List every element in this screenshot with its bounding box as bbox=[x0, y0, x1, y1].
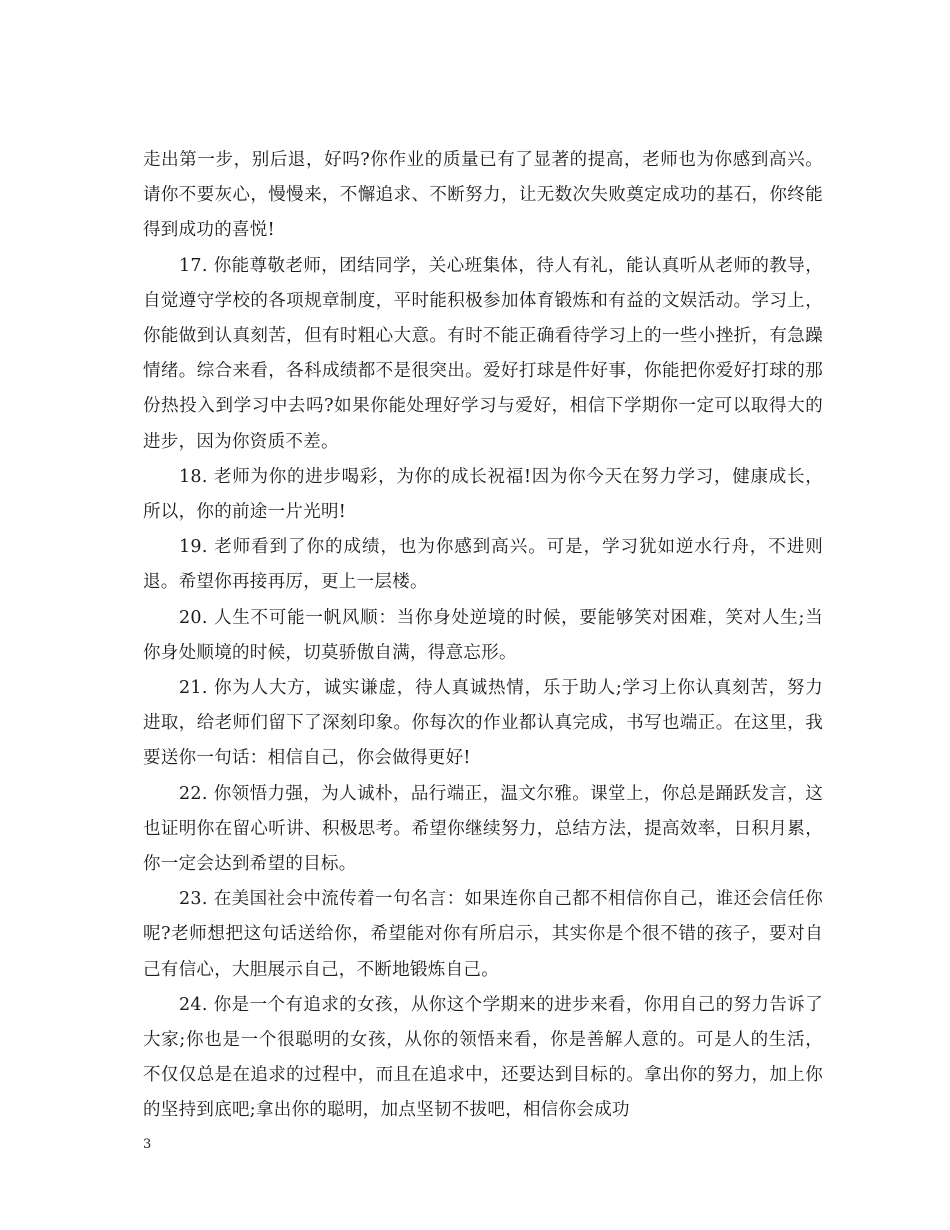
paragraph-18: 18. 老师为你的进步喝彩，为你的成长祝福!因为你今天在努力学习，健康成长，所以，你的前途一片光明! bbox=[143, 466, 823, 523]
paragraph-19: 19. 老师看到了你的成绩，也为你感到高兴。可是，学习犹如逆水行舟，不进则退。希望你再接再厉，更上一层楼。 bbox=[143, 537, 823, 593]
paragraph-continuation: 走出第一步，别后退，好吗?你作业的质量已有了显著的提高，老师也为你感到高兴。请你不要灰心，慢慢来，不懈追求、不断努力，让无数次失败奠定成功的基石，你终能得到成功的喜悦! bbox=[143, 150, 823, 241]
paragraph-17: 17. 你能尊敬老师，团结同学，关心班集体，待人有礼，能认真听从老师的教导，自觉遵守学校的各项规章制度，平时能积极参加体育锻炼和有益的文娱活动。学习上，你能做到认真刻苦，但有时粗心大意。有时不能正确看待学习上的一些小挫折，有急躁情绪。综合来看，各科成绩都不是很突出。爱好打球是件好事，你能把你爱好打球的那份热投入到学习中去吗?如果你能处理好学习与爱好，相信下学期你一定可以取得大的进步，因为你资质不差。 bbox=[143, 255, 823, 452]
paragraph-21: 21. 你为人大方，诚实谦虚，待人真诚热情，乐于助人;学习上你认真刻苦，努力进取，给老师们留下了深刻印象。你每次的作业都认真完成，书写也端正。在这里，我要送你一句话：相信自己，你会做得更好! bbox=[143, 678, 823, 769]
paragraph-23: 23. 在美国社会中流传着一句名言：如果连你自己都不相信你自己，谁还会信任你呢?老师想把这句话送给你，希望能对你有所启示，其实你是个很不错的孩子，要对自己有信心，大胆展示自己，不断地锻炼自己。 bbox=[143, 889, 823, 980]
paragraph-24: 24. 你是一个有追求的女孩，从你这个学期来的进步来看，你用自己的努力告诉了大家;你也是一个很聪明的女孩，从你的领悟来看，你是善解人意的。可是人的生活，不仅仅总是在追求的过程中，而且在追求中，还要达到目标的。拿出你的努力，加上你的坚持到底吧;拿出你的聪明，加点坚韧不拔吧，相信你会成功 bbox=[143, 994, 823, 1121]
paragraph-20: 20. 人生不可能一帆风顺：当你身处逆境的时候，要能够笑对困难，笑对人生;当你身处顺境的时候，切莫骄傲自满，得意忘形。 bbox=[143, 607, 823, 663]
paragraph-22: 22. 你领悟力强，为人诚朴，品行端正，温文尔雅。课堂上，你总是踊跃发言，这也证明你在留心听讲、积极思考。希望你继续努力，总结方法，提高效率，日积月累，你一定会达到希望的目标。 bbox=[143, 783, 823, 875]
document-body bbox=[143, 143, 823, 1129]
page-number: 3 bbox=[143, 1137, 152, 1152]
